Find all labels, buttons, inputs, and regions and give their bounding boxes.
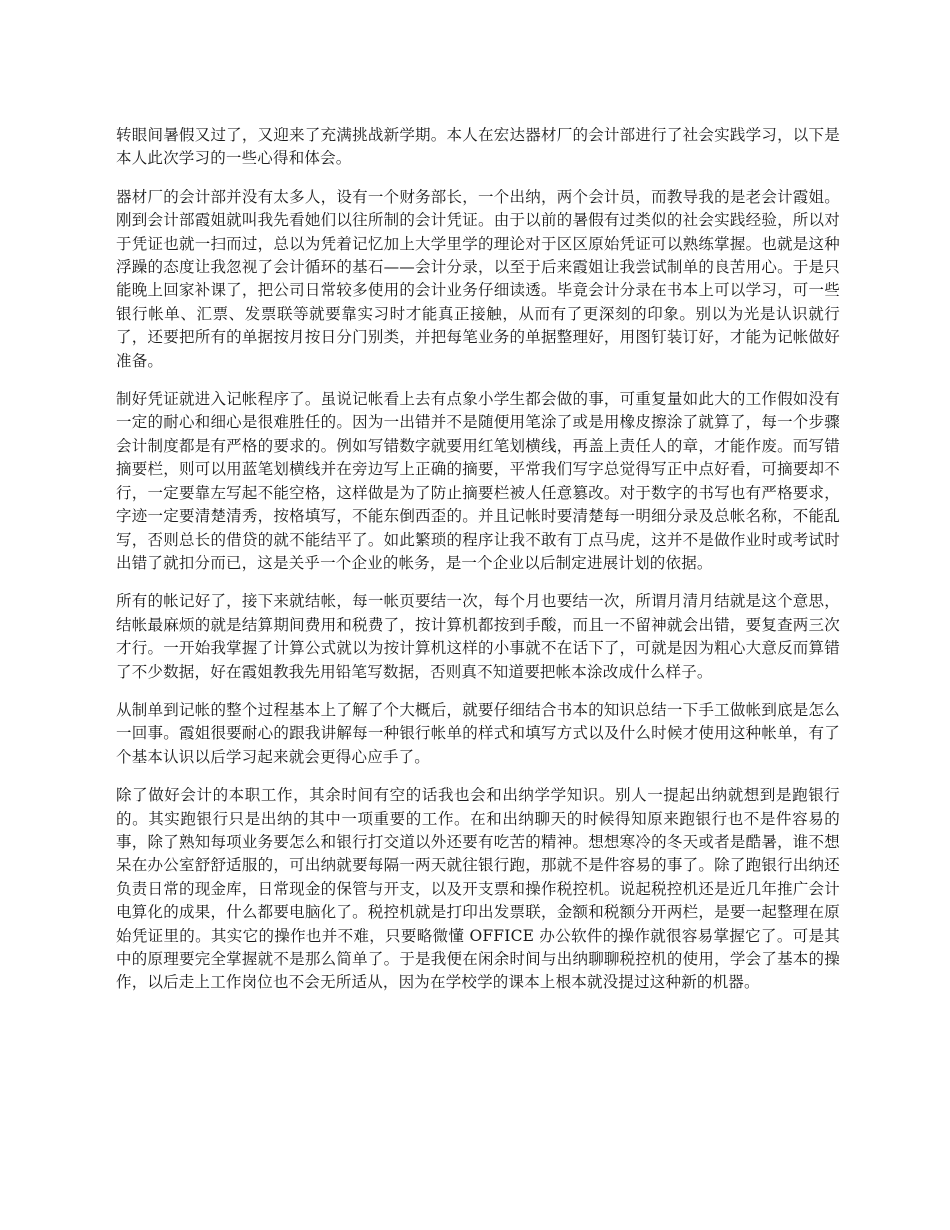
paragraph-summary: 从制单到记帐的整个过程基本上了解了个大概后，就要仔细结合书本的知识总结一下手工做帐到底是怎么一回事。霞姐很要耐心的跟我讲解每一种银行帐单的样式和填写方式以及什么时候才使用这种帐单，有了个基本认识以后学习起来就会更得心应手了。	[116, 700, 840, 766]
paragraph-bookkeeping: 制好凭证就进入记帐程序了。虽说记帐看上去有点象小学生都会做的事，可重复量如此大的工作假如没有一定的耐心和细心是很难胜任的。因为一出错并不是随便用笔涂了或是用橡皮擦涂了就算了，每一个步骤会计制度都是有严格的要求的。例如写错数字就要用红笔划横线，再盖上责任人的章，才能作废。而写错摘要栏，则可以用蓝笔划横线并在旁边写上正确的摘要，平常我们写字总觉得写正中点好看，可摘要却不行，一定要靠左写起不能空格，这样做是为了防止摘要栏被人任意篡改。对于数字的书写也有严格要求，字迹一定要清楚清秀，按格填写，不能东倒西歪的。并且记帐时要清楚每一明细分录及总帐名称，不能乱写，否则总长的借贷的就不能结平了。如此繁琐的程序让我不敢有丁点马虎，这并不是做作业时或考试时出错了就扣分而已，这是关乎一个企业的帐务，是一个企业以后制定进展计划的依据。	[116, 390, 840, 572]
paragraph-closing-accounts: 所有的帐记好了，接下来就结帐，每一帐页要结一次，每个月也要结一次，所谓月清月结就是这个意思，结帐最麻烦的就是结算期间费用和税费了，按计算机都按到手酸，而且一不留神就会出错，要复查两三次才行。一开始我掌握了计算公式就以为按计算机这样的小事就不在话下了，可就是因为粗心大意反而算错了不少数据，好在霞姐教我先用铅笔写数据，否则真不知道要把帐本涂改成什么样子。	[116, 592, 840, 681]
document-body	[116, 124, 840, 1010]
paragraph-intro: 转眼间暑假又过了，又迎来了充满挑战新学期。本人在宏达器材厂的会计部进行了社会实践学习，以下是本人此次学习的一些心得和体会。	[116, 126, 840, 168]
paragraph-cashier: 除了做好会计的本职工作，其余时间有空的话我也会和出纳学学知识。别人一提起出纳就想到是跑银行的。其实跑银行只是出纳的其中一项重要的工作。在和出纳聊天的时候得知原来跑银行也不是件容易的事，除了熟知每项业务要怎么和银行打交道以外还要有吃苦的精神。想想寒冷的冬天或者是酷暑，谁不想呆在办公室舒舒适服的，可出纳就要每隔一两天就往银行跑，那就不是件容易的事了。除了跑银行出纳还负责日常的现金库，日常现金的保管与开支，以及开支票和操作税控机。说起税控机还是近几年推广会计电算化的成果，什么都要电脑化了。税控机就是打印出发票联，金额和税额分开两栏，是要一起整理在原始凭证里的。其实它的操作也并不难，只要略微懂 OFFICE 办公软件的操作就很容易掌握它了。可是其中的原理要完全掌握就不是那么简单了。于是我便在闲余时间与出纳聊聊税控机的使用，学会了基本的操作，以后走上工作岗位也不会无所适从，因为在学校学的课本上根本就没提过这种新的机器。	[116, 786, 840, 992]
paragraph-accounting-dept: 器材厂的会计部并没有太多人，设有一个财务部长，一个出纳，两个会计员，而教导我的是老会计霞姐。刚到会计部霞姐就叫我先看她们以往所制的会计凭证。由于以前的暑假有过类似的社会实践经验，所以对于凭证也就一扫而过，总以为凭着记忆加上大学里学的理论对于区区原始凭证可以熟练掌握。也就是这种浮躁的态度让我忽视了会计循环的基石——会计分录，以至于后来霞姐让我尝试制单的良苦用心。于是只能晚上回家补课了，把公司日常较多使用的会计业务仔细读透。毕竟会计分录在书本上可以学习，可一些银行帐单、汇票、发票联等就要靠实习时才能真正接触，从而有了更深刻的印象。别以为光是认识就行了，还要把所有的单据按月按日分门别类，并把每笔业务的单据整理好，用图钉装订好，才能为记帐做好准备。	[116, 187, 840, 370]
